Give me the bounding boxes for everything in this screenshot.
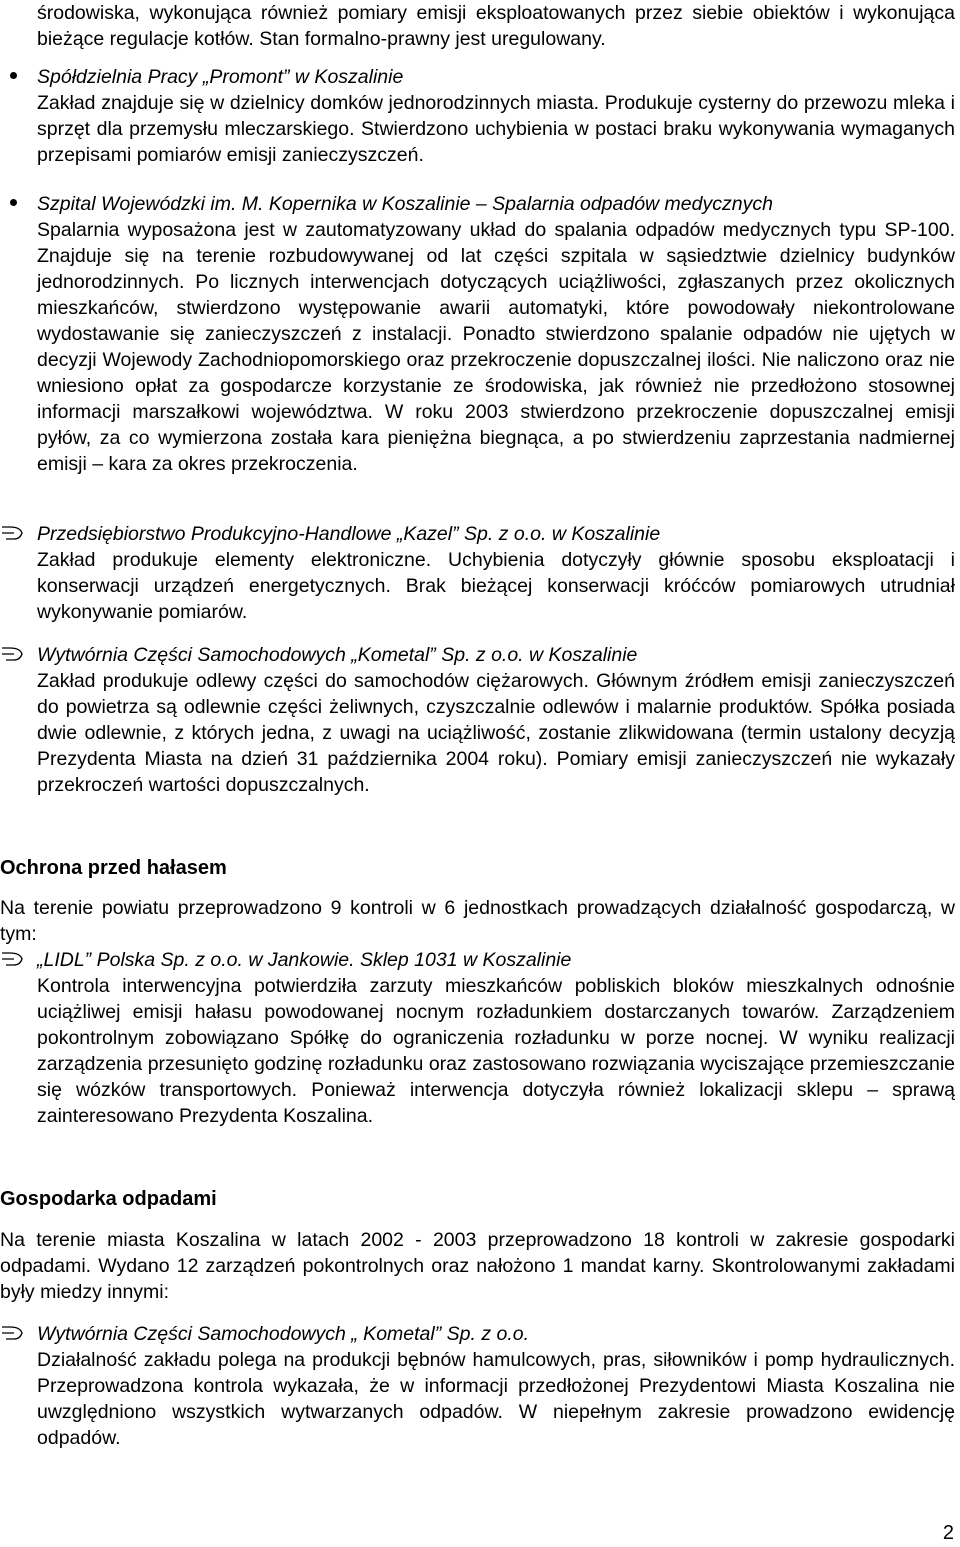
- arrow-item-heading: Wytwórnia Części Samochodowych „Kometal” Sp. z o.o. w Koszalinie: [37, 644, 638, 666]
- section-heading: Gospodarka odpadami: [0, 1188, 217, 1210]
- arrow-item-body: Zakład produkuje odlewy części do samochodów ciężarowych. Głównym źródłem emisji zanieczyszczeń do powietrza są odlewnie części żeliwnych, czyszczalnie odlewów i malarnie produktów. Spółka posiada dwie odlewnie, z których jedna, z uwagi na uciążliwość, zostanie zlikwidowana (termin ustalony decyzją Prezydenta Miasta na dzień 31 października 2004 roku). Pomiary emisji zanieczyszczeń nie wykazały przekroczeń wartości dopuszczalnych.: [37, 670, 955, 796]
- section-intro: Na terenie miasta Koszalina w latach 2002 - 2003 przeprowadzono 18 kontroli w zakresie gospodarki odpadami. Wydano 12 zarządzeń pokontrolnych oraz nałożono 1 mandat karny. Skontrolowanymi zakładami były miedzy innymi:: [0, 1229, 955, 1303]
- section-intro: Na terenie powiatu przeprowadzono 9 kontroli w 6 jednostkach prowadzących działalność gospodarczą, w tym:: [0, 897, 955, 945]
- bullet-heading: Spółdzielnia Pracy „Promont” w Koszalinie: [37, 66, 404, 88]
- arrow-bullet-icon: [0, 644, 28, 664]
- bullet-heading: Szpital Wojewódzki im. M. Kopernika w Koszalinie – Spalarnia odpadów medycznych: [37, 193, 773, 215]
- bullet-item: [37, 191, 955, 477]
- arrow-item: [37, 947, 955, 1129]
- section-heading: Ochrona przed hałasem: [0, 857, 227, 879]
- arrow-item-body: Zakład produkuje elementy elektroniczne. Uchybienia dotyczyły głównie sposobu eksploatacji i konserwacji urządzeń energetycznych. Brak bieżącej konserwacji króćców pomiarowych utrudniał wykonywanie pomiarów.: [37, 549, 955, 623]
- arrow-item: [37, 521, 955, 625]
- arrow-item-body: Kontrola interwencyjna potwierdziła zarzuty mieszkańców pobliskich bloków mieszkalnych odnośnie uciążliwej emisji hałasu powodowanej nocnym rozładunkiem dostarczanych towarów. Zarządzeniem pokontrolnym zobowiązano Spółkę do ograniczenia rozładunku w porze nocnej. W wyniku realizacji zarządzenia przesunięto godzinę rozładunku oraz zastosowano rozwiązania wyciszające przemieszczanie się wózków transportowych. Ponieważ interwencja dotyczyła również lokalizacji sklepu – sprawą zainteresowano Prezydenta Koszalina.: [37, 975, 955, 1127]
- arrow-item-body: Działalność zakładu polega na produkcji bębnów hamulcowych, pras, siłowników i pomp hydraulicznych. Przeprowadzona kontrola wykazała, że w informacji przedłożonej Prezydentowi Miasta Koszalina nie uwzględniono wszystkich wytwarzanych odpadów. W niepełnym zakresie prowadzono ewidencję odpadów.: [37, 1349, 955, 1449]
- arrow-item-heading: Przedsiębiorstwo Produkcyjno-Handlowe „Kazel” Sp. z o.o. w Koszalinie: [37, 523, 661, 545]
- bullet-body: Zakład znajduje się w dzielnicy domków jednorodzinnych miasta. Produkuje cysterny do przewozu mleka i sprzęt dla przemysłu mleczarskiego. Stwierdzono uchybienia w postaci braku wykonywania wymaganych przepisami pomiarów emisji zanieczyszczeń.: [37, 92, 955, 166]
- arrow-item: [37, 1321, 955, 1451]
- arrow-bullet-icon: [0, 1323, 28, 1343]
- arrow-bullet-icon: [0, 523, 28, 543]
- arrow-bullet-icon: [0, 949, 28, 969]
- arrow-item-heading: „LIDL” Polska Sp. z o.o. w Jankowie. Sklep 1031 w Koszalinie: [37, 949, 572, 971]
- bullet-item: [37, 64, 955, 168]
- intro-continuation: środowiska, wykonująca również pomiary emisji eksploatowanych przez siebie obiektów i wykonująca bieżące regulacje kotłów. Stan formalno-prawny jest uregulowany.: [37, 2, 955, 50]
- arrow-item: [37, 642, 955, 798]
- bullet-dot-icon: [10, 72, 17, 79]
- bullet-dot-icon: [10, 199, 17, 206]
- page-number: 2: [942, 1522, 954, 1544]
- arrow-item-heading: Wytwórnia Części Samochodowych „ Kometal” Sp. z o.o.: [37, 1323, 530, 1345]
- bullet-body: Spalarnia wyposażona jest w zautomatyzowany układ do spalania odpadów medycznych typu SP-100. Znajduje się na terenie rozbudowywanej od lat części szpitala w sąsiedztwie dzielnicy budynków jednorodzinnych. Po licznych interwencjach dotyczących uciążliwości, zgłaszanych przez okolicznych mieszkańców, stwierdzono występowanie awarii automatyki, które powodowały niekontrolowane wydostawanie się zanieczyszczeń z instalacji. Ponadto stwierdzono spalanie odpadów nie ujętych w decyzji Wojewody Zachodniopomorskiego oraz przekroczenie dopuszczalnej ilości. Nie naliczono oraz nie wniesiono opłat za gospodarcze korzystanie ze środowiska, jak również nie przedłożono stosownej informacji marszałkowi województwa. W roku 2003 stwierdzono przekroczenie dopuszczalnej emisji pyłów, za co wymierzona została kara pieniężna biegnąca, a po stwierdzeniu zaprzestania nadmiernej emisji – kara za okres przekroczenia.: [37, 219, 955, 475]
